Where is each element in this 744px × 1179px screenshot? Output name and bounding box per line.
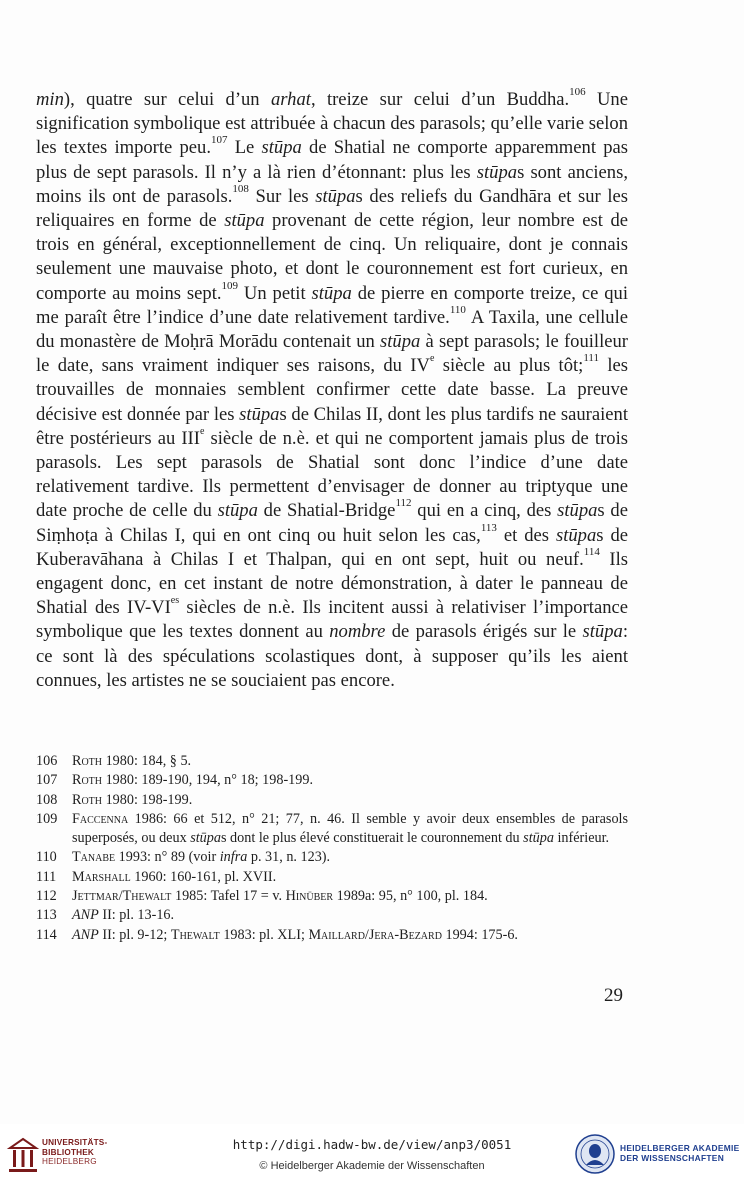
italic-term: stūpa [261, 137, 302, 159]
footnote-number: 106 [36, 753, 58, 769]
superscript: e [199, 425, 205, 437]
footnote-number: 109 [36, 810, 58, 827]
footnote-ref[interactable]: 107 [210, 134, 228, 147]
footnote-text [72, 810, 628, 849]
library-name-line: BIBLIOTHEK [42, 1147, 95, 1157]
text-run: Une signification symbolique est attribuée à chacun des parasols; qu’elle varie selon les textes importe peu. [36, 89, 628, 159]
academy-name-line: DER WISSENSCHAFTEN [620, 1153, 725, 1163]
text-run: 1980: 184, § 5. [102, 753, 192, 769]
author-name: Maillard/Jera-Bezard [308, 926, 442, 943]
text-run: inférieur. [553, 830, 610, 847]
superscript: e [429, 353, 435, 365]
text-run: 1986: 66 et 512, n° 21; 77, n. 46. Il semble y avoir deux ensembles de parasols superposés, ou deux [72, 810, 628, 847]
text-run: s [220, 830, 227, 847]
italic-text: min [36, 89, 64, 110]
italic-term: stūpa [224, 210, 265, 232]
text-run: 1980: 189-190, 194, n° 18; 198-199. [102, 772, 314, 789]
italic-term: nombre [329, 621, 386, 643]
italic-term: stūpa [190, 830, 221, 847]
text-run: les trouvailles de monnaies semblent confirmer cette date basse. La preuve décisive est donnée par les [36, 355, 629, 425]
text-run: p. 31, n. 123). [247, 849, 331, 866]
italic-term: arhat [270, 89, 311, 110]
text-run: 1983: pl. XLI; [219, 926, 309, 943]
footnote-text [72, 848, 628, 867]
source-url-link[interactable]: http://digi.hadw-bw.de/view/anp3/0051 [232, 1137, 512, 1152]
author-name: Roth [72, 753, 103, 769]
text-run: s [517, 161, 525, 183]
footnote-ref[interactable]: 113 [480, 521, 497, 534]
text-run: s [279, 403, 287, 425]
footnote-106 [36, 752, 628, 771]
footnote-number: 112 [36, 888, 57, 905]
italic-term: stūpa [523, 830, 554, 847]
text-run: de Shatial ne comporte apparemment pas plus de sept parasols. Il n’y a là rien d’étonnant: plus les [36, 137, 628, 183]
footnote-112 [36, 887, 628, 906]
footnote-number: 107 [36, 772, 58, 789]
italic-term: stūpa [239, 403, 280, 425]
footnote-number: 110 [36, 849, 57, 866]
footnote-number: 114 [36, 926, 57, 943]
italic-term: stūpa [582, 621, 623, 643]
footnote-text [72, 791, 628, 810]
footnote-ref[interactable]: 112 [395, 497, 412, 510]
superscript: es [170, 595, 180, 607]
author-name: Roth [72, 772, 103, 789]
text-run: siècle au plus tôt; [434, 355, 584, 377]
text-run: de pierre en comporte treize, ce qui me paraît être l’indice d’une date relativement tardive. [36, 282, 628, 328]
text-run: de Shatial-Bridge [257, 500, 396, 522]
footnote-number: 113 [36, 907, 57, 924]
text-run: dont le plus élevé constituerait le couronnement du [226, 830, 524, 847]
footnote-text [72, 906, 628, 925]
text-run: des reliefs du Gandhāra et sur les reliquaires en forme de [36, 185, 628, 232]
text-run: II: pl. 13-16. [98, 907, 175, 924]
text-run: qui en a cinq, des [411, 500, 558, 522]
text-run: 1989a: 95, n° 100, pl. 184. [333, 888, 488, 905]
text-run: 1993: n° 89 (voir [115, 849, 220, 866]
italic-term: stūpa [557, 500, 598, 522]
text-run: de Chilas II, dont les plus tardifs ne sauraient être postérieurs au III [36, 403, 628, 449]
text-run: Un petit [238, 282, 312, 304]
footnote-ref[interactable]: 110 [449, 303, 466, 316]
footnote-text [72, 771, 628, 790]
text-run: à sept parasols; le fouilleur le date, sans vraiment indiquer ses raisons, du IV [36, 331, 628, 377]
italic-term: stūpa [476, 161, 518, 183]
author-name: Marshall [72, 868, 131, 885]
footnote-110 [36, 848, 628, 867]
text-run: 1985: Tafel 17 = v. [171, 888, 286, 905]
author-name: Hinüber [285, 888, 334, 905]
italic-term: stūpa [217, 500, 258, 522]
text-run: 1994: 175-6. [441, 926, 518, 943]
footnote-111 [36, 868, 628, 887]
text-run: , treize sur celui d’un Buddha. [310, 89, 570, 110]
footnote-ref[interactable]: 108 [232, 182, 249, 195]
footnotes-section [36, 752, 628, 945]
text-run: Ils engagent donc, en cet instant de notre démonstration, à dater le panneau de Shatial des IV-VI [36, 548, 628, 619]
footnote-109 [36, 810, 628, 849]
footnote-number: 108 [36, 791, 58, 808]
footnote-ref[interactable]: 106 [569, 86, 586, 98]
text-run: sont anciens, moins ils ont de parasols. [36, 161, 628, 207]
academy-seal-icon[interactable] [574, 1133, 616, 1175]
text-run: s [597, 500, 605, 522]
footnote-ref[interactable]: 114 [583, 545, 600, 558]
text-run: provenant de cette région, leur nombre est de trois en général, exceptionnellement de cinq. Un reliquaire, dont je connais seulement une mauvaise photo, et dont le couronnement est fort curieux, en comporte au moins sept. [36, 210, 628, 304]
footnote-text [72, 887, 628, 906]
footnote-number: 111 [36, 868, 57, 885]
italic-term: stūpa [315, 185, 356, 207]
text-run: A Taxila, une cellule du monastère de Moḥrā Morādu contenait un [36, 306, 629, 353]
italic-term: stūpa [311, 282, 352, 304]
text-run: de parasols érigés sur le [385, 621, 583, 643]
italic-term: stūpa [380, 331, 421, 353]
text-run: Le [227, 137, 262, 159]
text-run: siècle de n.è. et qui ne comportent jamais plus de trois parasols. Les sept parasols de Shatial sont donc l’indice d’une date relativement tardive. Ils permettent d’envisager de donner au triptyque une date proche de celle du [36, 427, 628, 522]
text-run: 1980: 198-199. [102, 791, 193, 808]
text-run: 1960: 160-161, pl. XVII. [130, 868, 277, 885]
text-run: et des [496, 524, 556, 546]
text-run: Sur les [248, 185, 316, 207]
author-name: Tanabe [72, 849, 116, 866]
library-name-line: HEIDELBERG [42, 1157, 97, 1166]
author-name: Jettmar/Thewalt [72, 888, 172, 905]
italic-term: ANP [72, 907, 99, 924]
academy-name-line: HEIDELBERGER AKADEMIE [620, 1143, 740, 1153]
footnote-text [72, 752, 628, 771]
text-run: II: pl. 9-12; [98, 926, 171, 943]
text-run: ), quatre sur celui d’un [63, 89, 271, 110]
author-name: Thewalt [170, 926, 220, 943]
italic-term: stūpa [555, 524, 597, 546]
footnote-108 [36, 791, 628, 810]
copyright-text: © Heidelberger Akademie der Wissenschaften [259, 1160, 485, 1172]
footnote-113 [36, 906, 628, 925]
text-run: siècles de n.è. Ils incitent aussi à relativiser l’importance symbolique que les textes donnent au [36, 597, 628, 643]
text-run: de Kuberavāhana à Chilas I et Thalpan, qui en ont sept, huit ou neuf. [36, 524, 628, 570]
text-run: : ce sont là des spéculations scolastiques dont, à supposer qu’ils les aient connues, les artistes ne se souciaient pas encore. [36, 621, 628, 691]
italic-term: infra [219, 849, 248, 866]
footnote-text [72, 926, 628, 945]
footnote-text [72, 868, 628, 887]
author-name: Faccenna [72, 810, 129, 827]
text-run: de Siṃhoṭa à Chilas I, qui en ont cinq ou huit selon les cas, [36, 500, 628, 546]
library-name-line: UNIVERSITÄTS- [42, 1138, 108, 1147]
italic-term: ANP [72, 926, 99, 943]
academy-name[interactable] [620, 1143, 740, 1163]
footnote-ref[interactable]: 109 [221, 279, 239, 292]
page-number: 29 [604, 985, 623, 1006]
text-run: s [355, 185, 363, 207]
main-paragraph [36, 88, 628, 693]
footnote-ref[interactable]: 111 [583, 352, 600, 365]
footnote-114 [36, 926, 628, 945]
footnote-107 [36, 771, 628, 790]
author-name: Roth [72, 791, 103, 808]
text-run: s [596, 524, 604, 546]
